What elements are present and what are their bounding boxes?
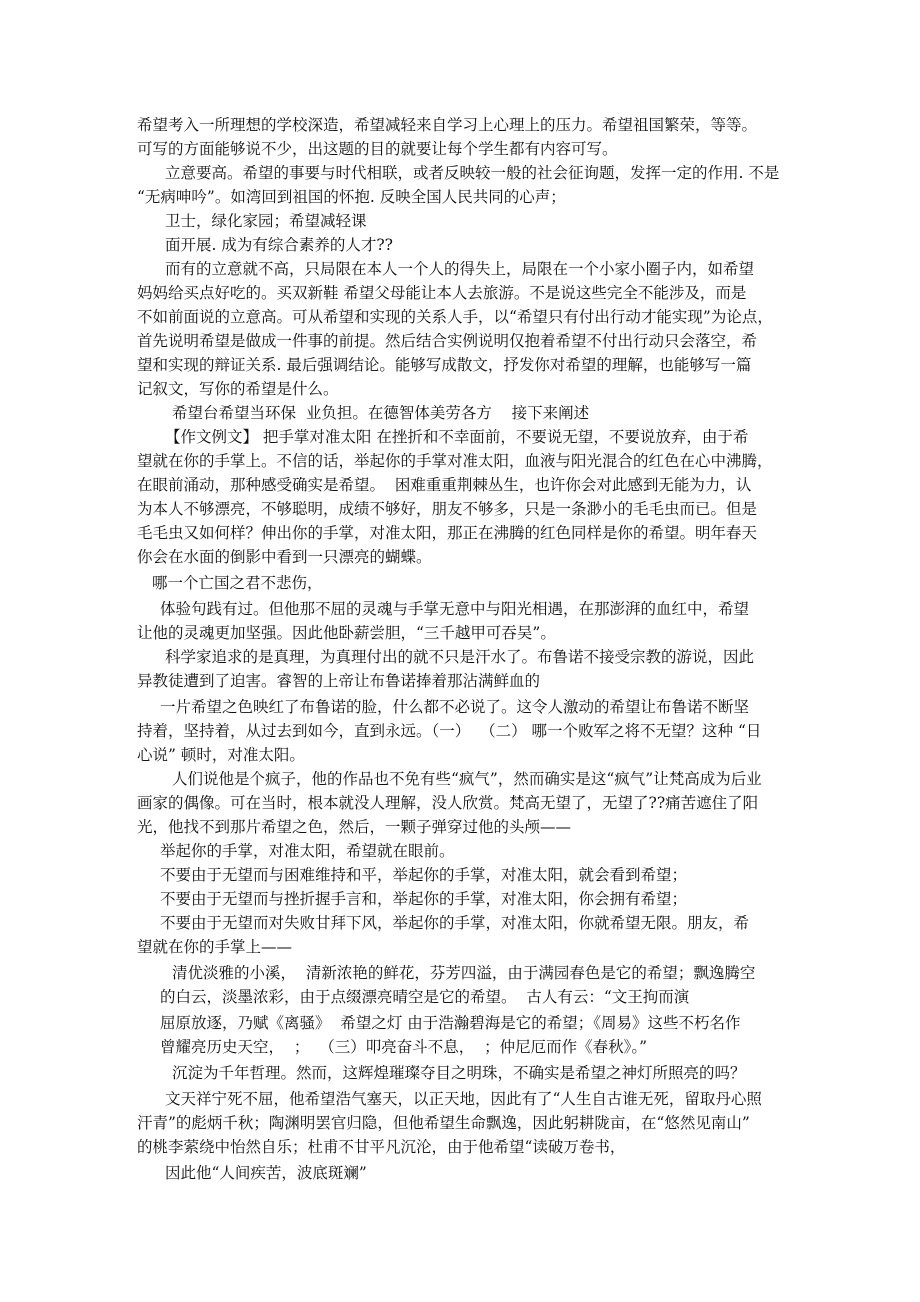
text-line <box>0 521 920 545</box>
text-line <box>0 911 920 935</box>
text-line <box>0 305 920 329</box>
text-line <box>0 571 920 595</box>
line-text: 心说” 顿时，对准太阳。 <box>137 746 305 764</box>
line-text: 人们说他是个疯子，他的作品也不免有些“疯气”，然而确实是这“疯气”让梵高成为后业 <box>172 770 762 788</box>
line-text: 画家的偶像。可在当时，根本就没人理解，没人欣赏。梵高无望了，无望了??痛苦遮住了阳 <box>137 794 759 812</box>
text-line <box>0 329 920 353</box>
text-line <box>0 743 920 767</box>
text-line <box>0 839 920 863</box>
line-text: 的桃李萦绕中怡然自乐；杜甫不甘平凡沉沦，由于他希望“读破万卷书， <box>137 1138 626 1156</box>
text-line <box>0 137 920 161</box>
text-line <box>0 113 920 137</box>
line-text: 为本人不够漂亮，不够聪明，成绩不够好，朋友不够多，只是一条渺小的毛毛虫而已。但是 <box>137 500 758 518</box>
line-text: 汗青”的彪炳千秋；陶渊明罢官归隐，但他希望生命飘逸，因此躬耕陇亩，在“悠然见南山” <box>137 1114 750 1132</box>
text-line <box>0 961 920 985</box>
line-text: 妈妈给买点好吃的。买双新鞋 希望父母能让本人去旅游。不是说这些完全不能涉及，而是 <box>137 284 747 302</box>
line-text: 不要由于无望而与困难维持和平，举起你的手掌，对准太阳，就会看到希望； <box>160 866 688 884</box>
line-text: 的白云，淡墨浓彩，由于点缀漂亮晴空是它的希望。 古人有云：“文王拘而演 <box>160 988 690 1006</box>
text-line <box>0 1135 920 1159</box>
line-text: 持着，坚持着，从过去到如今，直到永远。（一） （二） 哪一个败军之将不无望？这种 “日 <box>137 722 762 740</box>
text-line <box>0 645 920 669</box>
text-line <box>0 161 920 185</box>
text-line <box>0 449 920 473</box>
line-text: 科学家追求的是真理，为真理付出的就不只是汗水了。布鲁诺不接受宗教的游说，因此 <box>165 648 755 666</box>
line-text: 举起你的手掌，对准太阳，希望就在眼前。 <box>160 842 455 860</box>
line-text: 可写的方面能够说不少，出这题的目的就要让每个学生都有内容可写。 <box>137 140 618 158</box>
line-text: 异教徒遭到了迫害。睿智的上帝让布鲁诺捧着那沾满鲜血的 <box>137 672 541 690</box>
text-line <box>0 353 920 377</box>
line-text: 首先说明希望是做成一件事的前提。然后结合实例说明仅抱着希望不付出行动只会落空，希 <box>137 332 758 350</box>
line-text: 光，他找不到那片希望之色，然后，一颗子弹穿过他的头颅—— <box>137 818 572 836</box>
line-text: 卫士，绿化家园；希望减轻课 <box>165 212 367 230</box>
line-text: 因此他“人间疾苦，波底斑斓” <box>165 1164 367 1182</box>
text-line <box>0 669 920 693</box>
line-text: 望就在你的手掌上—— <box>137 938 293 956</box>
text-line <box>0 401 920 425</box>
line-text: 望和实现的辩证关系. 最后强调结论。能够写成散文，抒发你对希望的理解，也能够写一篇 <box>137 356 752 374</box>
line-text: “无病呻吟”。如湾回到祖国的怀抱. 反映全国人民共同的心声； <box>137 188 566 206</box>
line-text: 望就在你的手掌上。不信的话，举起你的手掌对准太阳，血液与阳光混合的红色在心中沸腾， <box>137 452 773 470</box>
text-line <box>0 887 920 911</box>
line-text: 让他的灵魂更加坚强。因此他卧薪尝胆，“三千越甲可吞吴”。 <box>137 624 556 642</box>
text-line <box>0 815 920 839</box>
line-text: 不要由于无望而与挫折握手言和，举起你的手掌，对准太阳，你会拥有希望； <box>160 890 688 908</box>
text-line <box>0 935 920 959</box>
line-text: 希望台希望当环保 业负担。在德智体美劳各方 接下来阐述 <box>172 404 590 422</box>
line-text: 一片希望之色映红了布鲁诺的脸，什么都不必说了。这令人激动的希望让布鲁诺不断坚 <box>160 698 750 716</box>
line-text: 不如前面说的立意高。可从希望和实现的关系人手，以“希望只有付出行动才能实现”为论点， <box>137 308 773 326</box>
text-line <box>0 767 920 791</box>
text-line <box>0 791 920 815</box>
text-line <box>0 695 920 719</box>
text-line <box>0 621 920 645</box>
line-text: 希望考入一所理想的学校深造，希望减轻来自学习上心理上的压力。希望祖国繁荣，等等。 <box>137 116 758 134</box>
line-text: 沉淀为千年哲理。然而，这辉煌璀璨夺目之明珠，不确实是希望之神灯所照亮的吗？ <box>172 1064 746 1082</box>
text-line <box>0 863 920 887</box>
text-line <box>0 281 920 305</box>
text-line <box>0 1011 920 1035</box>
line-text: 在眼前涌动，那种感受确实是希望。 困难重重荆棘丛生，也许你会对此感到无能为力，认 <box>137 476 752 494</box>
text-line <box>0 1161 920 1185</box>
line-text: 记叙文，写你的希望是什么。 <box>137 380 339 398</box>
line-text: 【作文例文】 把手掌对准太阳 在挫折和不幸面前，不要说无望，不要说放弃，由于希 <box>165 428 749 446</box>
text-line <box>0 985 920 1009</box>
text-line <box>0 257 920 281</box>
line-text: 不要由于无望而对失败甘拜下风，举起你的手掌，对准太阳，你就希望无限。朋友，希 <box>160 914 750 932</box>
text-line <box>0 1061 920 1085</box>
text-line <box>0 233 920 257</box>
text-line <box>0 377 920 401</box>
text-line <box>0 473 920 497</box>
text-line <box>0 1087 920 1111</box>
line-text: 文天祥宁死不屈，他希望浩气塞天，以正天地，因此有了“人生自古谁无死，留取丹心照 <box>165 1090 762 1108</box>
text-line <box>0 545 920 569</box>
line-text: 而有的立意就不高，只局限在本人一个人的得失上，局限在一个小家小圈子内，如希望 <box>165 260 755 278</box>
line-text: 你会在水面的倒影中看到一只漂亮的蝴蝶。 <box>137 548 432 566</box>
line-text: 清优淡雅的小溪， 清新浓艳的鲜花，芬芳四溢，由于满园春色是它的希望；飘逸腾空 <box>172 964 756 982</box>
text-line <box>0 1035 920 1059</box>
line-text: 哪一个亡国之君不悲伤， <box>152 574 323 592</box>
line-text: 立意要高。希望的事要与时代相联，或者反映较一般的社会征询题，发挥一定的作用. 不是 <box>165 164 780 182</box>
line-text: 毛毛虫又如何样？伸出你的手掌，对准太阳，那正在沸腾的红色同样是你的希望。明年春天 <box>137 524 758 542</box>
text-line <box>0 185 920 209</box>
text-line <box>0 597 920 621</box>
text-line <box>0 425 920 449</box>
text-line <box>0 719 920 743</box>
text-line <box>0 209 920 233</box>
line-text: 面开展. 成为有综合素养的人才?? <box>165 236 393 254</box>
line-text: 屈原放逐，乃赋《离骚》 希望之灯 由于浩瀚碧海是它的希望；《周易》这些不朽名作 <box>160 1014 741 1032</box>
text-line <box>0 1111 920 1135</box>
line-text: 体验句践有过。但他那不屈的灵魂与手掌无意中与阳光相遇，在那澎湃的血红中，希望 <box>160 600 750 618</box>
line-text: 曾耀亮历史天空， ； （三）叩亮奋斗不息， ；仲尼厄而作《春秋》。” <box>160 1038 647 1056</box>
text-line <box>0 497 920 521</box>
